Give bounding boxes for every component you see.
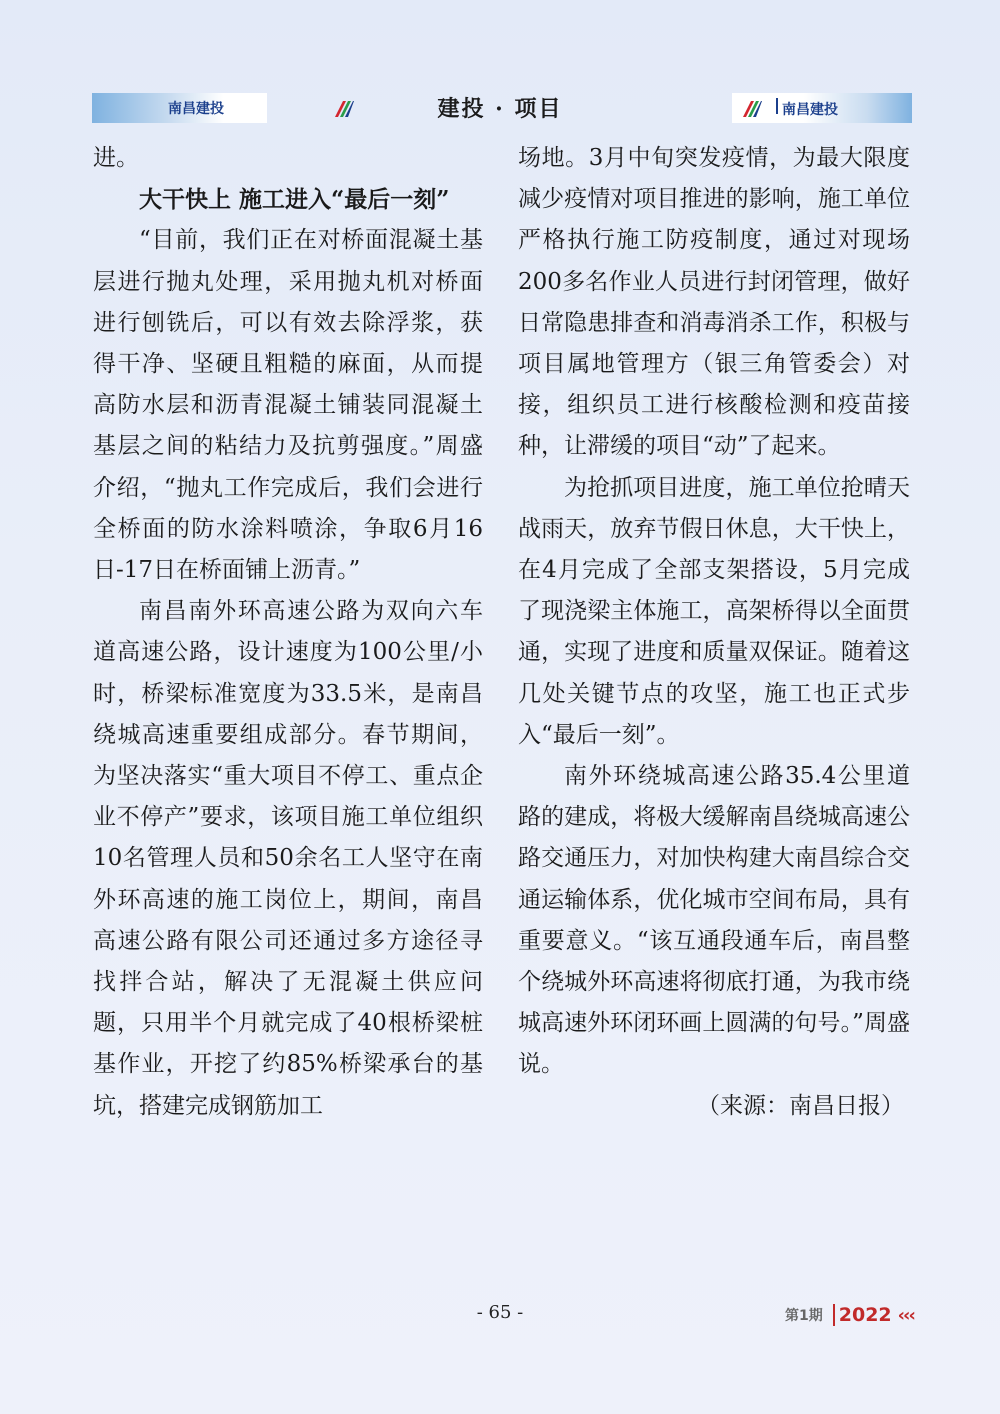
paragraph: 南外环绕城高速公路35.4公里道路的建成，将极大缓解南昌绕城高速公路交通压力，对加快构建大南昌综合交通运输体系，优化城市空间布局，具有重要意义。“该互通段通车后，南昌整个绕城外环高速将彻底打通，为我市绕城高速外环闭环画上圆满的句号。”周盛说。 [518, 763, 910, 1078]
article-subheading: 大干快上 施工进入“最后一刻” [139, 186, 450, 214]
issue-badge [785, 1304, 914, 1326]
paragraph: 场地。3月中旬突发疫情，为最大限度减少疫情对项目推进的影响，施工单位严格执行施工防疫制度，通过对现场200多名作业人员进行封闭管理，做好日常隐患排查和消毒消杀工作，积极与项目属地管理方（银三角管委会）对接，组织员工进行核酸检测和疫苗接种，让滞缓的项目“动”了起来。 [518, 145, 910, 460]
logo-stripes-icon [740, 97, 762, 119]
issue-number: 第1期 [785, 1308, 823, 1324]
paragraph: “目前，我们正在对桥面混凝土基层进行抛丸处理，采用抛丸机对桥面进行刨铣后，可以有效去除浮浆，获得干净、坚硬且粗糙的麻面，从而提高防水层和沥青混凝土铺装同混凝土基层之间的粘结力及抗剪强度。”周盛介绍，“抛丸工作完成后，我们会进行全桥面的防水涂料喷涂，争取6月16日-17日在桥面铺上沥青。” [93, 227, 483, 584]
page-number: - 65 - [476, 1302, 524, 1323]
issue-year: 2022 [833, 1304, 892, 1326]
article-column-left [93, 138, 483, 1127]
section-title: 建投 · 项目 [437, 96, 563, 122]
article-column-right [518, 138, 910, 1127]
paragraph: 为抢抓项目进度，施工单位抢晴天战雨天，放弃节假日休息，大干快上，在4月完成了全部支架搭设，5月完成了现浇梁主体施工，高架桥得以全面贯通，实现了进度和质量双保证。随着这几处关键节点的攻坚，施工也正式步入“最后一刻”。 [518, 474, 910, 748]
logo-stripes-icon [332, 97, 354, 119]
logo-text-right [772, 98, 838, 119]
logo-text-right-label: 南昌建投 [782, 101, 838, 118]
chevrons-left-icon: ‹‹‹ [897, 1304, 914, 1326]
header-logo-right [732, 93, 912, 123]
header-logo-left [92, 93, 267, 123]
article-source: （来源：南昌日报） [697, 1092, 904, 1119]
logo-text-left: 南昌建投 [168, 101, 224, 117]
paragraph: 进。 [93, 145, 139, 171]
paragraph: 南昌南外环高速公路为双向六车道高速公路，设计速度为100公里/小时，桥梁标准宽度为33.5米，是南昌绕城高速重要组成部分。春节期间，为坚决落实“重大项目不停工、重点企业不停产”要求，该项目施工单位组织10名管理人员和50余名工人坚守在南外环高速的施工岗位上，期间，南昌高速公路有限公司还通过多方途径寻找拌合站，解决了无混凝土供应问题，只用半个月就完成了40根桥梁桩基作业，开挖了约85%桥梁承台的基坑，搭建完成钢筋加工 [93, 598, 483, 1119]
